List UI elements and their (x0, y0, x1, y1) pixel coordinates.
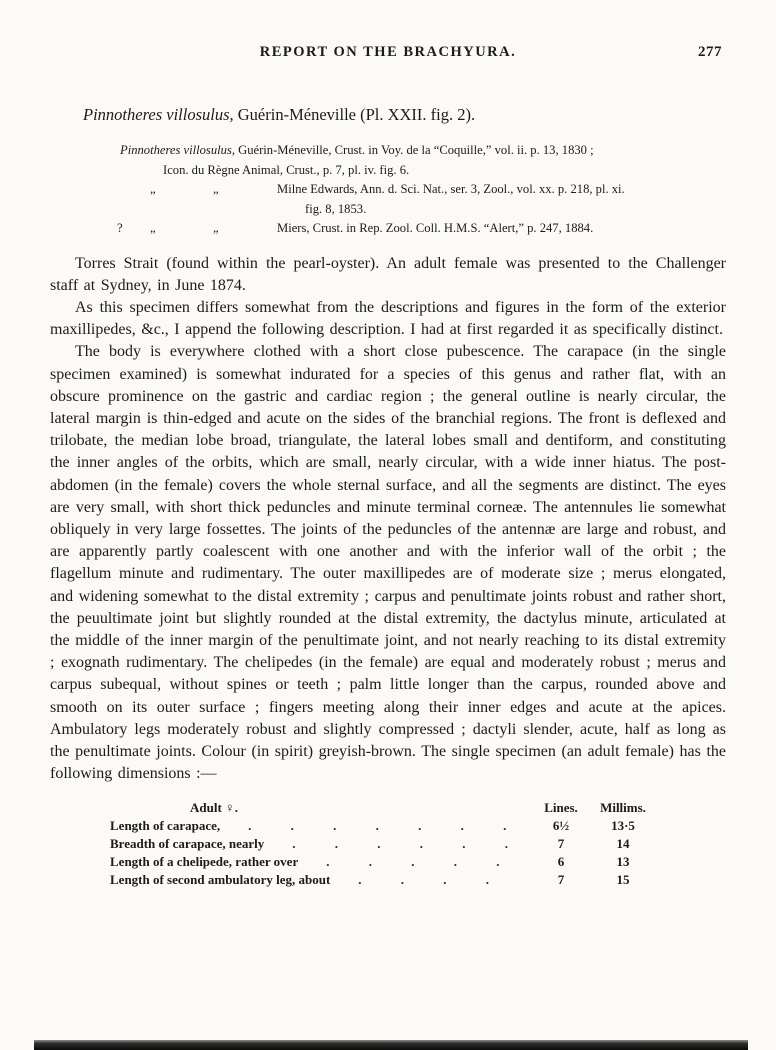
species-heading-rest: Guérin-Méneville (Pl. XXII. fig. 2). (233, 105, 476, 124)
table-row (50, 853, 726, 871)
header-title: REPORT ON THE BRACHYURA. (259, 44, 517, 60)
page-header (50, 44, 726, 61)
synonymy-species-name: Pinnotheres villosulus, (120, 143, 235, 157)
value-millims: 13·5 (611, 818, 635, 834)
table-header-adult-female: Adult ♀. (190, 800, 239, 816)
value-millims: 14 (616, 836, 630, 852)
synonymy-entry-2-continuation: fig. 8, 1853. (305, 201, 367, 216)
ditto-mark: „ (150, 221, 156, 235)
ditto-mark: „ (213, 221, 219, 235)
measurement-label: Breadth of carapace, nearly (110, 836, 265, 852)
synonymy-entry-3 (50, 219, 726, 239)
table-row (50, 817, 726, 835)
measurement-label: Length of second ambulatory leg, about (110, 872, 331, 888)
value-millims: 15 (616, 872, 630, 888)
value-lines: 6 (557, 854, 565, 870)
value-lines: 7 (557, 836, 565, 852)
measurement-label: Length of carapace, (110, 818, 221, 834)
dot-leader: . . . . (358, 872, 490, 888)
synonymy-entry-1-continuation: Icon. du Règne Animal, Crust., p. 7, pl. iv. fig. 6. (163, 162, 410, 177)
value-lines: 6½ (552, 818, 570, 834)
synonymy-entry-3-text: Miers, Crust. in Rep. Zool. Coll. H.M.S. “Alert,” p. 247, 1884. (277, 221, 594, 235)
synonymy-entry-1-text: Guérin-Méneville, Crust. in Voy. de la “Coquille,” vol. ii. p. 13, 1830 ; (234, 143, 594, 157)
dimensions-table (50, 799, 726, 889)
table-header-millims: Millims. (600, 800, 646, 816)
species-name: Pinnotheres villosulus, (83, 105, 234, 124)
table-header-lines: Lines. (544, 800, 578, 816)
dot-leader: . . . . . . (292, 836, 509, 852)
value-lines: 7 (557, 872, 565, 888)
synonymy-entry-2-text: Milne Edwards, Ann. d. Sci. Nat., ser. 3, Zool., vol. xx. p. 218, pl. xi. (277, 182, 625, 196)
ditto-mark: „ (213, 182, 219, 196)
ditto-mark: „ (150, 182, 156, 196)
dot-leader: . . . . . . . (248, 818, 507, 834)
paragraph-description: The body is everywhere clothed with a short close pubescence. The carapace (in the single specimen examined) is somewhat indurated for a species of this genus and rather flat, with an obscure prominence on the gastric and cardiac region ; the general outline is nearly circular, the lateral margin is thin-edged and acute on the sides of the branchial regions. The front is deflexed and trilobate, the median lobe broad, triangulate, the lateral lobes small and dentiform, and constituting the inner angles of the orbits, which are small, nearly circular, with a wide inner hiatus. The post-abdomen (in the female) covers the whole sternal surface, and all the segments are distinct. The eyes are very small, with short thick peduncles and minute terminal corneæ. The antennules lie somewhat obliquely in very large fossettes. The joints of the peduncles of the antennæ are large and robust, and are apparently partly coalescent with one another and with the inferior wall of the orbit ; the flagellum minute and rudimentary. The outer maxillipedes are of moderate size ; merus elongated, and widening somewhat to the distal extremity ; carpus and penultimate joints robust and rather short, the peuultimate joint but slightly rounded at the distal extremity, the dactylus minute, articulated at the middle of the inner margin of the penultimate joint, and not nearly reaching to its distal extremity ; exognath rudimentary. The chelipedes (in the female) are equal and moderately robust ; merus and carpus subequal, without spines or teeth ; palm little longer than the carpus, rounded above and smooth on its outer surface ; fingers meeting along their inner edges and acute at the apices. Ambulatory legs moderately robust and slightly compressed ; dactyli slender, acute, half as long as the penultimate joints. Colour (in spirit) greyish-brown. The single specimen (an adult female) has the following dimensions :— (50, 343, 726, 783)
synonymy-entry-1 (50, 141, 726, 161)
paragraph-remarks: As this specimen differs somewhat from the descriptions and figures in the form of the exterior maxillipedes, &c., I append the following description. I had at first regarded it as specifically distinct. (50, 298, 726, 339)
page-edge-shadow (34, 1040, 748, 1050)
paragraph-locality: Torres Strait (found within the pearl-oyster). An adult female was presented to the Challenger staff at Sydney, in June 1874. (50, 254, 726, 294)
dimensions-table-header (50, 799, 726, 817)
dot-leader: . . . . . (326, 854, 500, 870)
species-heading (83, 105, 726, 125)
table-row (50, 871, 726, 889)
page-number: 277 (698, 44, 722, 60)
value-millims: 13 (616, 854, 630, 870)
measurement-label: Length of a chelipede, rather over (110, 854, 299, 870)
synonymy-block (50, 141, 726, 239)
table-row (50, 835, 726, 853)
synonymy-entry-2 (50, 180, 726, 200)
uncertainty-mark: ? (117, 221, 123, 235)
